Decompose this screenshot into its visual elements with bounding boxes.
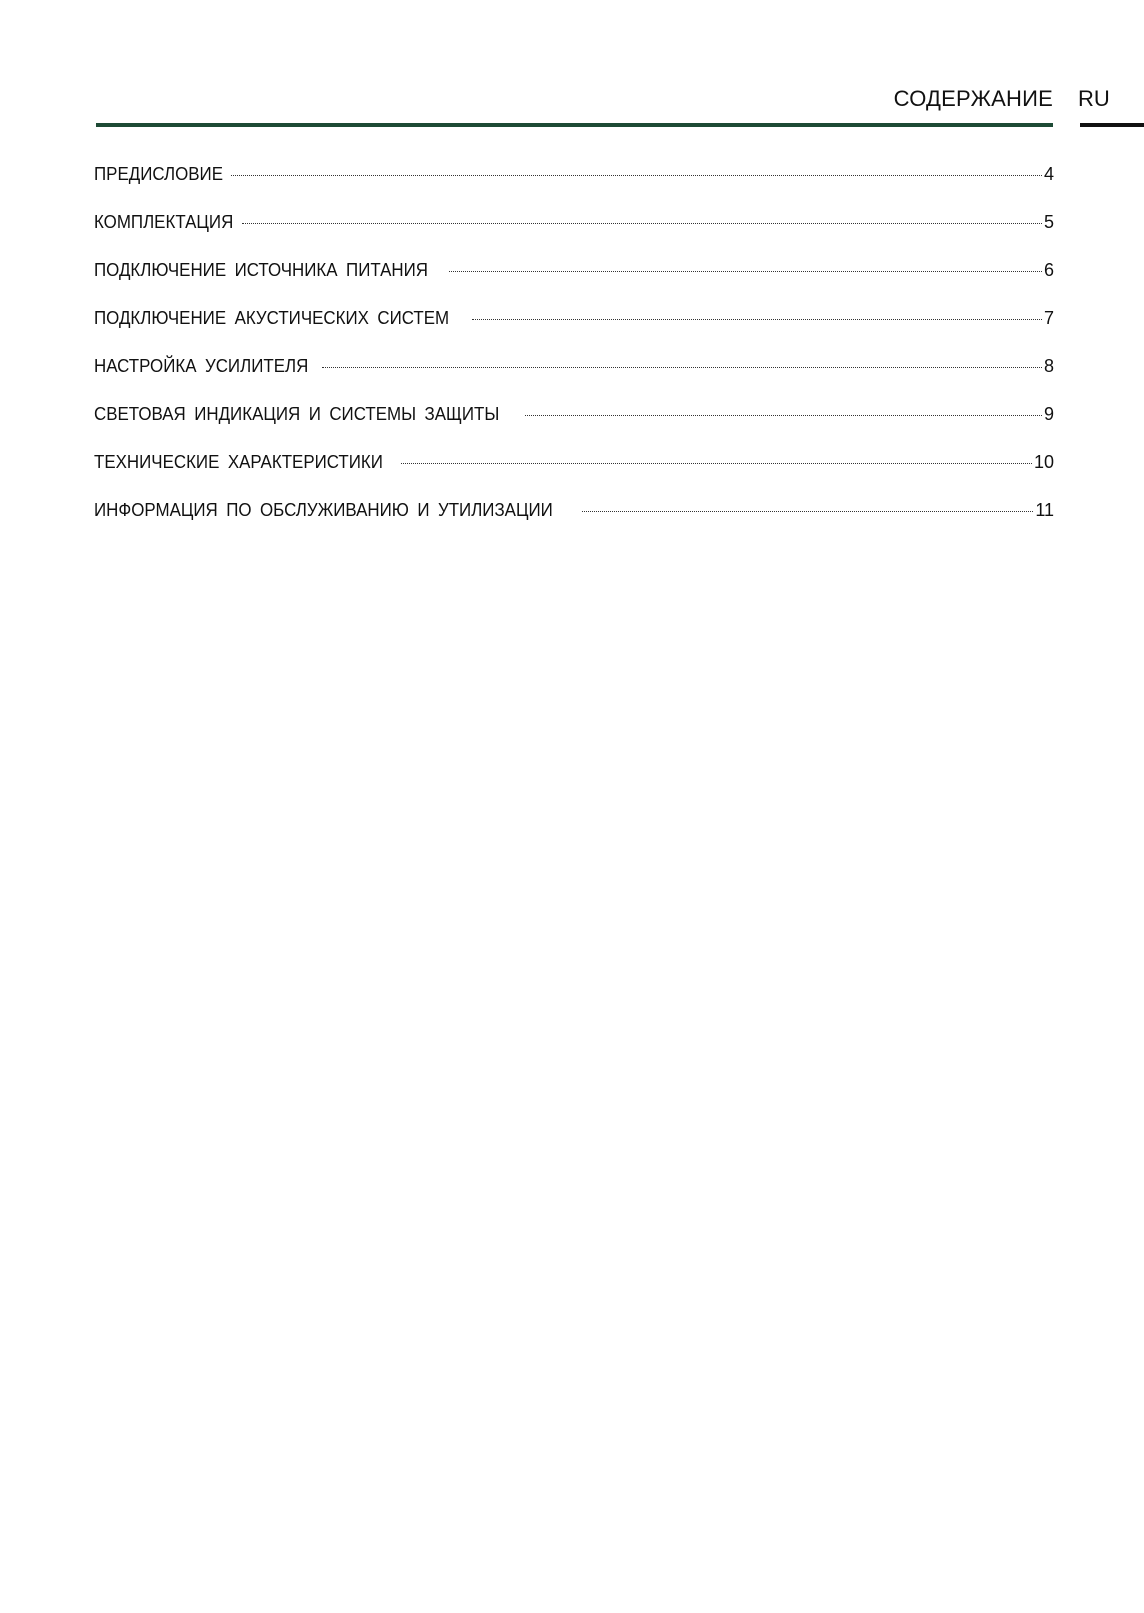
toc-entry-page: 7 xyxy=(1043,308,1054,328)
toc-entry[interactable] xyxy=(94,404,1054,452)
toc-entry[interactable] xyxy=(94,212,1054,260)
header-divider xyxy=(96,123,1053,127)
toc-dot-leader xyxy=(582,511,1033,512)
toc-entry-title: ПРЕДИСЛОВИЕ xyxy=(94,164,224,184)
toc-entry-title: ТЕХНИЧЕСКИЕ ХАРАКТЕРИСТИКИ xyxy=(94,452,383,472)
toc-entry-page: 5 xyxy=(1043,212,1054,232)
toc-dot-leader xyxy=(401,463,1032,464)
toc-dot-leader xyxy=(242,223,1042,224)
page-title: СОДЕРЖАНИЕ xyxy=(893,86,1053,111)
toc-dot-leader xyxy=(322,367,1042,368)
toc-entry-page: 6 xyxy=(1043,260,1054,280)
toc-entry[interactable] xyxy=(94,452,1054,500)
toc-entry-title: СВЕТОВАЯ ИНДИКАЦИЯ И СИСТЕМЫ ЗАЩИТЫ xyxy=(94,404,500,424)
toc-entry[interactable] xyxy=(94,260,1054,308)
toc-entry-title: ИНФОРМАЦИЯ ПО ОБСЛУЖИВАНИЮ И УТИЛИЗАЦИИ xyxy=(94,500,553,520)
language-label: RU xyxy=(1078,86,1110,111)
toc-entry[interactable] xyxy=(94,308,1054,356)
toc-entry[interactable] xyxy=(94,356,1054,404)
toc-entry[interactable] xyxy=(94,164,1054,212)
toc-dot-leader xyxy=(472,319,1042,320)
toc-dot-leader xyxy=(231,175,1042,176)
toc-entry-title: ПОДКЛЮЧЕНИЕ ИСТОЧНИКА ПИТАНИЯ xyxy=(94,260,429,280)
toc-entry-page: 4 xyxy=(1043,164,1054,184)
toc-entry-page: 11 xyxy=(1035,500,1054,520)
toc-entry-title: КОМПЛЕКТАЦИЯ xyxy=(94,212,234,232)
toc-entry-page: 8 xyxy=(1043,356,1054,376)
toc-entry[interactable] xyxy=(94,500,1054,548)
toc-dot-leader xyxy=(525,415,1042,416)
language-divider xyxy=(1080,123,1144,127)
toc-dot-leader xyxy=(449,271,1042,272)
toc-entry-title: НАСТРОЙКА УСИЛИТЕЛЯ xyxy=(94,356,309,376)
table-of-contents xyxy=(94,164,1054,548)
toc-entry-page: 10 xyxy=(1033,452,1054,472)
toc-entry-page: 9 xyxy=(1043,404,1054,424)
toc-entry-title: ПОДКЛЮЧЕНИЕ АКУСТИЧЕСКИХ СИСТЕМ xyxy=(94,308,450,328)
